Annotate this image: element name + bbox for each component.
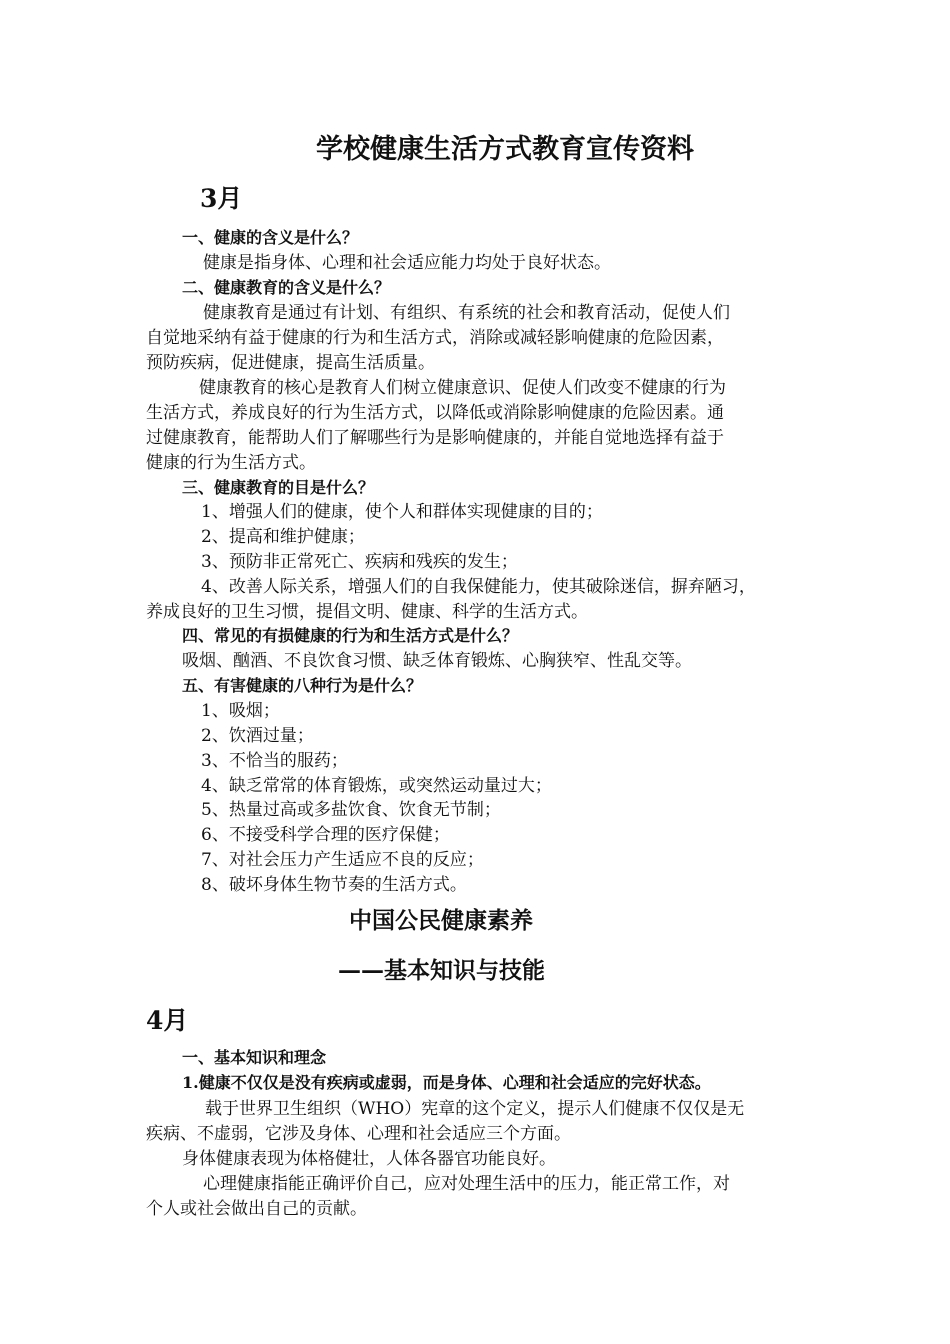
paragraph-line: 生活方式，养成良好的行为生活方式，以降低或消除影响健康的危险因素。通 xyxy=(146,403,724,423)
list-item: 7、对社会压力产生适应不良的反应； xyxy=(201,850,484,870)
section-title: 中国公民健康素养 xyxy=(349,907,533,934)
question-heading-1: 一、健康的含义是什么？ xyxy=(182,228,359,247)
paragraph-line: 个人或社会做出自己的贡献。 xyxy=(146,1199,367,1219)
paragraph-line: 健康教育的核心是教育人们树立健康意识、促使人们改变不健康的行为 xyxy=(199,378,726,398)
section-heading: 一、基本知识和理念 xyxy=(182,1048,327,1067)
list-item: 3、不恰当的服药； xyxy=(201,751,348,771)
list-item: 1、增强人们的健康，使个人和群体实现健康的目的； xyxy=(201,502,603,522)
question-heading-5: 五、有害健康的八种行为是什么？ xyxy=(182,676,423,695)
list-item: 6、不接受科学合理的医疗保健； xyxy=(201,825,450,845)
paragraph-line: 心理健康指能正确评价自己，应对处理生活中的压力，能正常工作，对 xyxy=(203,1174,730,1194)
document-title: 学校健康生活方式教育宣传资料 xyxy=(316,134,694,165)
paragraph-line: 过健康教育，能帮助人们了解哪些行为是影响健康的，并能自觉地选择有益于 xyxy=(146,428,724,448)
month-label-march: 3月 xyxy=(200,184,243,213)
month-label-april: 4月 xyxy=(146,1006,189,1035)
question-heading-2: 二、健康教育的含义是什么？ xyxy=(182,278,391,297)
list-item: 5、热量过高或多盐饮食、饮食无节制； xyxy=(201,800,501,820)
section-subtitle: ——基本知识与技能 xyxy=(338,957,545,984)
paragraph-line: 疾病、不虚弱，它涉及身体、心理和社会适应三个方面。 xyxy=(146,1124,571,1144)
paragraph-line: 预防疾病，促进健康，提高生活质量。 xyxy=(146,353,435,373)
paragraph-line: 健康教育是通过有计划、有组织、有系统的社会和教育活动，促使人们 xyxy=(203,303,730,323)
list-item: 8、破坏身体生物节奏的生活方式。 xyxy=(201,875,467,895)
list-item: 3、预防非正常死亡、疾病和残疾的发生； xyxy=(201,552,518,572)
list-item: 4、改善人际关系，增强人们的自我保健能力，使其破除迷信，摒弃陋习， xyxy=(201,577,756,597)
paragraph-line: 健康的行为生活方式。 xyxy=(146,453,316,473)
question-heading-4: 四、常见的有损健康的行为和生活方式是什么？ xyxy=(182,626,519,645)
list-item: 2、饮酒过量； xyxy=(201,726,314,746)
paragraph-line: 自觉地采纳有益于健康的行为和生活方式，消除或减轻影响健康的危险因素， xyxy=(146,328,724,348)
list-item: 4、缺乏常常的体育锻炼，或突然运动量过大； xyxy=(201,776,552,796)
paragraph-line: 身体健康表现为体格健壮，人体各器官功能良好。 xyxy=(182,1149,556,1169)
paragraph-line: 载于世界卫生组织（WHO）宪章的这个定义，提示人们健康不仅仅是无 xyxy=(205,1099,745,1119)
list-item: 2、提高和维护健康； xyxy=(201,527,365,547)
question-heading-3: 三、健康教育的目是什么？ xyxy=(182,478,375,497)
list-item: 1、吸烟； xyxy=(201,701,280,721)
answer-text-1: 健康是指身体、心理和社会适应能力均处于良好状态。 xyxy=(203,253,611,273)
answer-text-4: 吸烟、酗酒、不良饮食习惯、缺乏体育锻炼、心胸狭窄、性乱交等。 xyxy=(182,651,692,671)
key-point-heading: 1.健康不仅仅是没有疾病或虚弱，而是身体、心理和社会适应的完好状态。 xyxy=(182,1073,711,1092)
list-item-continuation: 养成良好的卫生习惯，提倡文明、健康、科学的生活方式。 xyxy=(146,602,588,622)
